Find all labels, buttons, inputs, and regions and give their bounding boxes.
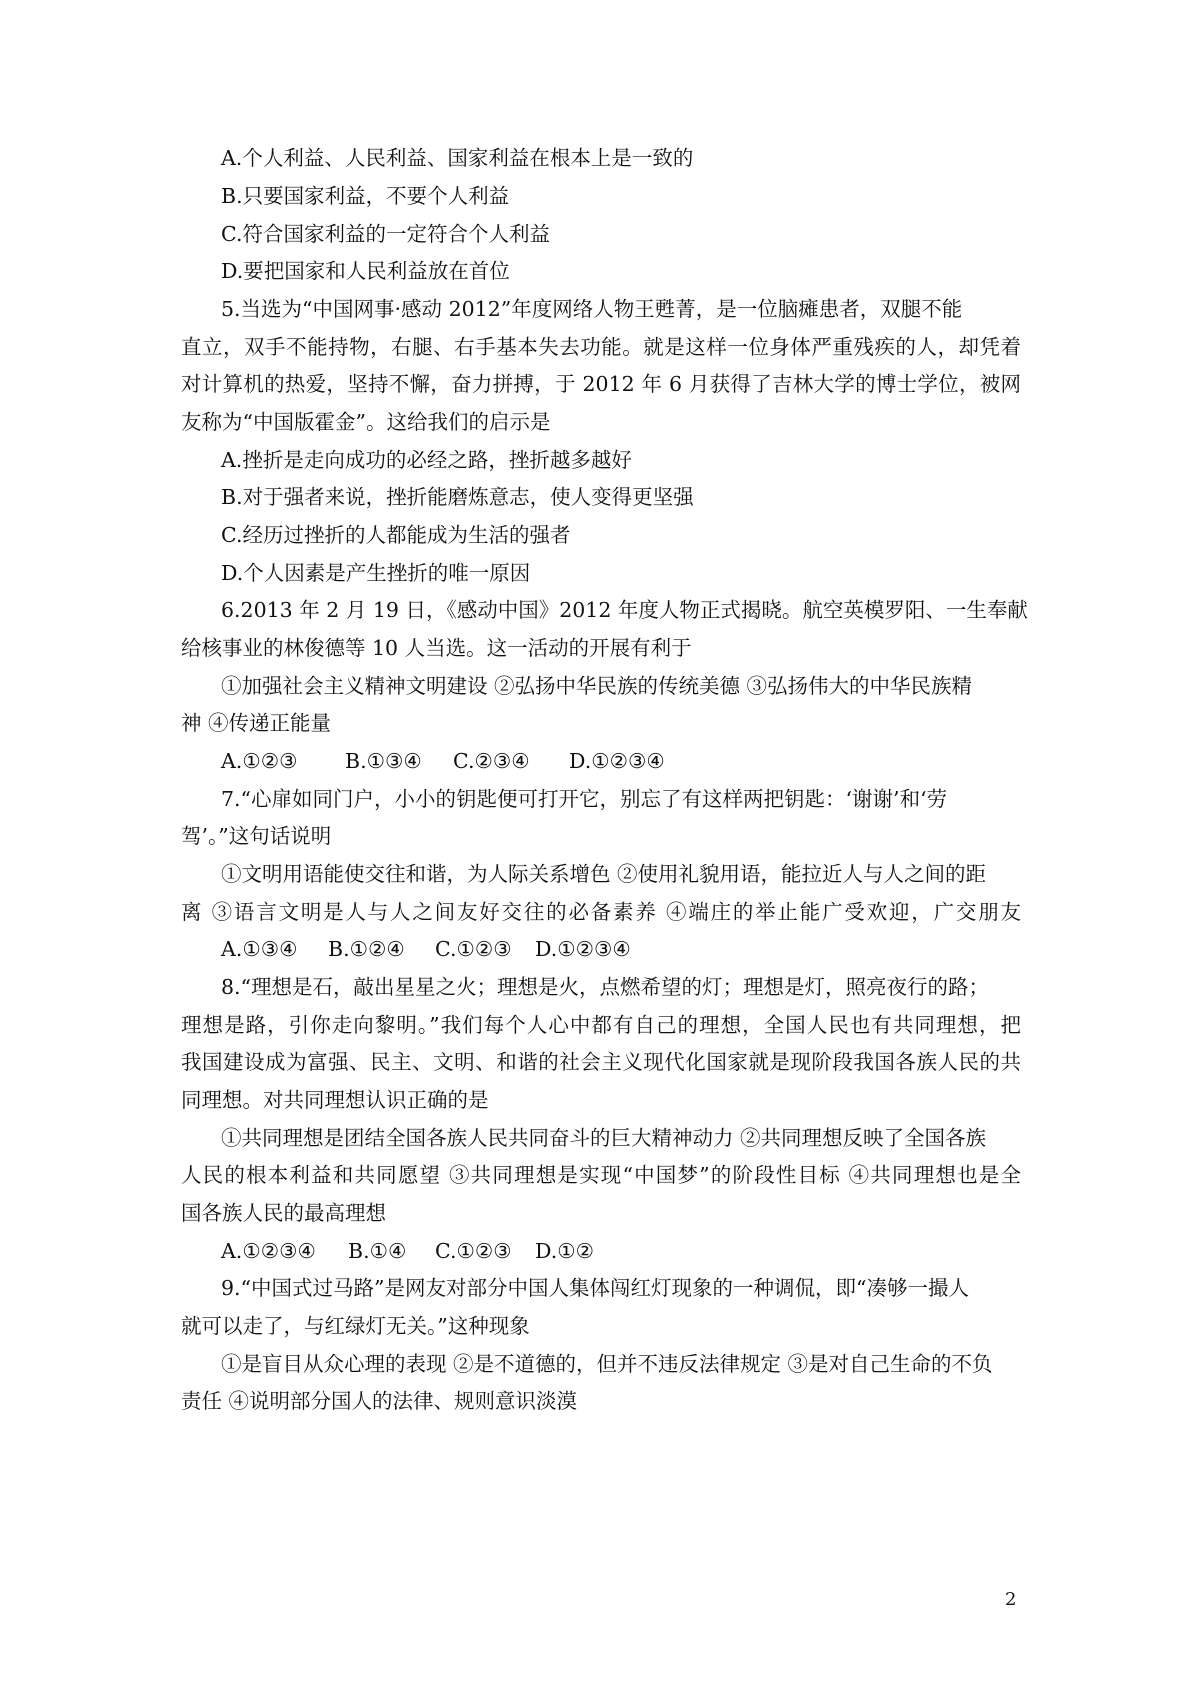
- q5-option-b: B.对于强者来说，挫折能磨炼意志，使人变得更坚强: [221, 485, 694, 509]
- q8-stem-line: 8.“理想是石，敲出星星之火；理想是火，点燃希望的灯；理想是灯，照亮夜行的路；: [221, 975, 990, 999]
- q7-stem-line: 7.“心扉如同门户，小小的钥匙便可打开它，别忘了有这样两把钥匙：‘谢谢’和‘劳: [221, 787, 948, 811]
- q6-choice-b: B.①③④: [345, 749, 422, 773]
- q7-choice-b: B.①②④: [328, 937, 405, 961]
- q6-stem-line: 给核事业的林俊德等 10 人当选。这一活动的开展有利于: [181, 636, 692, 660]
- q7-choices: [221, 935, 1061, 963]
- q7-item-line: 离 ③语言文明是人与人之间友好交往的必备素养 ④端庄的举止能广受欢迎，广交朋友: [181, 900, 1021, 924]
- q5-stem-line: 对计算机的热爱，坚持不懈，奋力拼搏，于 2012 年 6 月获得了吉林大学的博士学位，被网: [181, 372, 1021, 396]
- q5-stem-line: 直立，双手不能持物，右腿、右手基本失去功能。就是这样一位身体严重残疾的人，却凭着: [181, 335, 1021, 359]
- q8-stem-line: 同理想。对共同理想认识正确的是: [181, 1088, 489, 1112]
- q9-stem-line: 9.“中国式过马路”是网友对部分中国人集体闯红灯现象的一种调侃，即“凑够一撮人: [221, 1276, 969, 1300]
- q6-stem-line: 6.2013 年 2 月 19 日，《感动中国》2012 年度人物正式揭晓。航空英模罗阳、一生奉献: [221, 598, 1028, 622]
- q5-option-c: C.经历过挫折的人都能成为生活的强者: [221, 523, 571, 547]
- q5-stem-line: 5.当选为“中国网事·感动 2012”年度网络人物王甦菁，是一位脑瘫患者，双腿不能: [221, 297, 963, 321]
- q8-stem-line: 我国建设成为富强、民主、文明、和谐的社会主义现代化国家就是现阶段我国各族人民的共: [181, 1050, 1021, 1074]
- q7-choice-d: D.①②③④: [535, 937, 631, 961]
- q7-choice-a: A.①③④: [221, 937, 298, 961]
- q8-item-line: 人民的根本利益和共同愿望 ③共同理想是实现“中国梦”的阶段性目标 ④共同理想也是全: [181, 1163, 1021, 1187]
- q4-option-a: A.个人利益、人民利益、国家利益在根本上是一致的: [221, 146, 694, 170]
- q8-choice-b: B.①④: [348, 1239, 407, 1263]
- q6-choice-a: A.①②③: [221, 749, 298, 773]
- q5-stem-line: 友称为“中国版霍金”。这给我们的启示是: [181, 410, 551, 434]
- page-number: 2: [1005, 1589, 1017, 1610]
- q5-option-a: A.挫折是走向成功的必经之路，挫折越多越好: [221, 448, 632, 472]
- q8-choice-d: D.①②: [535, 1239, 594, 1263]
- q6-item-line: 神 ④传递正能量: [181, 711, 332, 735]
- q8-stem-line: 理想是路，引你走向黎明。”我们每个人心中都有自己的理想，全国人民也有共同理想，把: [181, 1013, 1021, 1037]
- q6-choice-c: C.②③④: [453, 749, 530, 773]
- q4-option-b: B.只要国家利益，不要个人利益: [221, 184, 510, 208]
- q8-choice-a: A.①②③④: [221, 1239, 316, 1263]
- q5-option-d: D.个人因素是产生挫折的唯一原因: [221, 561, 531, 585]
- q8-choices: [221, 1237, 1061, 1265]
- q8-item-line: ①共同理想是团结全国各族人民共同奋斗的巨大精神动力 ②共同理想反映了全国各族: [221, 1126, 987, 1150]
- q6-choice-d: D.①②③④: [569, 749, 665, 773]
- q9-item-line: ①是盲目从众心理的表现 ②是不道德的，但并不违反法律规定 ③是对自己生命的不负: [221, 1352, 993, 1376]
- q4-option-c: C.符合国家利益的一定符合个人利益: [221, 222, 550, 246]
- q8-choice-c: C.①②③: [435, 1239, 512, 1263]
- q9-item-line: 责任 ④说明部分国人的法律、规则意识淡漠: [181, 1389, 578, 1413]
- q7-stem-line: 驾’。”这句话说明: [181, 824, 332, 848]
- q8-item-line: 国各族人民的最高理想: [181, 1201, 386, 1225]
- q4-option-d: D.要把国家和人民利益放在首位: [221, 259, 510, 283]
- q7-item-line: ①文明用语能使交往和谐，为人际关系增色 ②使用礼貌用语，能拉近人与人之间的距: [221, 862, 987, 886]
- q7-choice-c: C.①②③: [435, 937, 512, 961]
- q6-item-line: ①加强社会主义精神文明建设 ②弘扬中华民族的传统美德 ③弘扬伟大的中华民族精: [221, 674, 973, 698]
- q9-stem-line: 就可以走了，与红绿灯无关。”这种现象: [181, 1314, 530, 1338]
- q6-choices: [221, 747, 1061, 775]
